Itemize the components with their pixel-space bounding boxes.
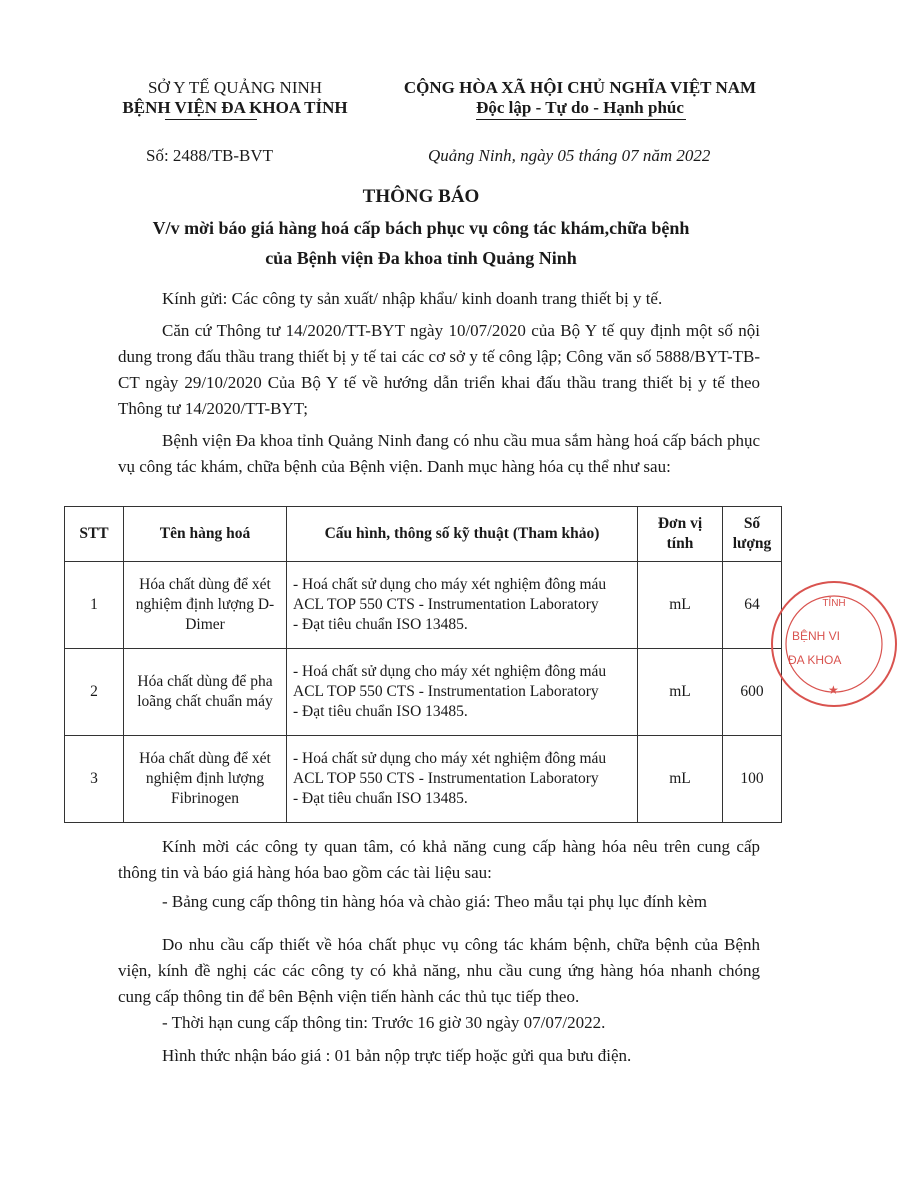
- place-date: Quảng Ninh, ngày 05 tháng 07 năm 2022: [428, 146, 711, 165]
- row-spec-standard: - Đạt tiêu chuẩn ISO 13485.: [293, 616, 468, 633]
- row-stt: 3: [65, 736, 124, 823]
- row-spec-machine: - Hoá chất sử dụng cho máy xét nghiệm đông máu ACL TOP 550 CTS - Instrumentation Laboratory: [293, 576, 607, 613]
- row-name: Hóa chất dùng để xét nghiệm định lượng D-Dimer: [124, 562, 287, 649]
- row-spec-standard: - Đạt tiêu chuẩn ISO 13485.: [293, 790, 468, 807]
- row-spec: [287, 649, 638, 736]
- subject-line-1: V/v mời báo giá hàng hoá cấp bách phục vụ công tác khám,chữa bệnh: [152, 218, 690, 238]
- submission-method: Hình thức nhận báo giá : 01 bản nộp trực tiếp hoặc gửi qua bưu điện.: [162, 1046, 632, 1065]
- department-name: SỞ Y TẾ QUẢNG NINH: [147, 78, 323, 97]
- row-spec: [287, 562, 638, 649]
- country-name: CỘNG HÒA XÃ HỘI CHỦ NGHĨA VIỆT NAM: [403, 78, 757, 97]
- header-qty-line2: lượng: [732, 535, 772, 552]
- row-quantity: 64: [723, 562, 782, 649]
- table-row: [65, 649, 782, 736]
- greeting: Kính gửi: Các công ty sản xuất/ nhập khẩu/ kinh doanh trang thiết bị y tế.: [162, 289, 663, 308]
- header-quantity: [723, 507, 782, 562]
- row-unit: mL: [638, 649, 723, 736]
- stamp-star-icon: ★: [828, 683, 839, 697]
- row-stt: 1: [65, 562, 124, 649]
- hospital-name-underline: [165, 119, 257, 120]
- header-spec: Cấu hình, thông số kỹ thuật (Tham khảo): [287, 507, 638, 562]
- header-qty-line1: Số: [743, 515, 761, 532]
- header-name: Tên hàng hoá: [124, 507, 287, 562]
- row-unit: mL: [638, 736, 723, 823]
- row-spec-machine: - Hoá chất sử dụng cho máy xét nghiệm đông máu ACL TOP 550 CTS - Instrumentation Laboratory: [293, 750, 607, 787]
- need-paragraph: Bệnh viện Đa khoa tỉnh Quảng Ninh đang có nhu cầu mua sắm hàng hoá cấp bách phục vụ công tác khám, chữa bệnh của Bệnh viện. Danh mục hàng hóa cụ thể như sau:: [118, 431, 760, 476]
- goods-table: [64, 506, 782, 823]
- urgency-paragraph: Do nhu cầu cấp thiết về hóa chất phục vụ công tác khám bệnh, chữa bệnh của Bệnh viện, kính đề nghị các các công ty có khả năng, nhu cầu cung ứng hàng hóa nhanh chóng cung cấp thông tin để bên Bệnh viện tiến hành các thủ tục tiếp theo.: [118, 935, 760, 1006]
- row-quantity: 600: [723, 649, 782, 736]
- document-number: Số: 2488/TB-BVT: [146, 146, 274, 165]
- motto-underline: [476, 119, 686, 120]
- row-stt: 2: [65, 649, 124, 736]
- row-spec: [287, 736, 638, 823]
- row-name: Hóa chất dùng để pha loãng chất chuẩn máy: [124, 649, 287, 736]
- row-spec-standard: - Đạt tiêu chuẩn ISO 13485.: [293, 703, 468, 720]
- row-quantity: 100: [723, 736, 782, 823]
- row-spec-machine: - Hoá chất sử dụng cho máy xét nghiệm đông máu ACL TOP 550 CTS - Instrumentation Laboratory: [293, 663, 607, 700]
- hospital-name: BỆNH VIỆN ĐA KHOA TỈNH: [122, 98, 348, 117]
- header-unit: [638, 507, 723, 562]
- required-documents: - Bảng cung cấp thông tin hàng hóa và chào giá: Theo mẫu tại phụ lục đính kèm: [162, 892, 707, 911]
- stamp-text-top: TỈNH: [822, 598, 846, 609]
- stamp-text-line2: ĐA KHOA: [788, 653, 842, 667]
- document-title: THÔNG BÁO: [362, 186, 480, 207]
- legal-basis-paragraph: Căn cứ Thông tư 14/2020/TT-BYT ngày 10/07/2020 của Bộ Y tế quy định một số nội dung trong đấu thầu trang thiết bị y tế tai các cơ sở y tế công lập; Công văn số 5888/BYT-TB-CT ngày 29/10/2020 Của Bộ Y tế về hướng dẫn triển khai đấu thầu trang thiết bị y tế theo Thông tư 14/2020/TT-BYT;: [118, 321, 760, 418]
- header-unit-line1: Đơn vị: [657, 515, 703, 532]
- hospital-stamp: [768, 578, 900, 710]
- national-motto: [380, 78, 780, 118]
- header-stt: STT: [65, 507, 124, 562]
- table-header-row: [65, 507, 782, 562]
- motto: Độc lập - Tự do - Hạnh phúc: [476, 98, 684, 117]
- deadline: - Thời hạn cung cấp thông tin: Trước 16 giờ 30 ngày 07/07/2022.: [162, 1013, 606, 1032]
- table-row: [65, 736, 782, 823]
- table-row: [65, 562, 782, 649]
- row-unit: mL: [638, 562, 723, 649]
- stamp-text-line1: BỆNH VI: [792, 629, 841, 643]
- header-unit-line2: tính: [666, 535, 694, 552]
- row-name: Hóa chất dùng để xét nghiệm định lượng Fibrinogen: [124, 736, 287, 823]
- subject-line-2: của Bệnh viện Đa khoa tỉnh Quảng Ninh: [265, 248, 577, 268]
- invitation-paragraph: Kính mời các công ty quan tâm, có khả năng cung cấp hàng hóa nêu trên cung cấp thông tin và báo giá hàng hóa bao gồm các tài liệu sau:: [118, 837, 760, 882]
- issuing-organization: [70, 78, 400, 118]
